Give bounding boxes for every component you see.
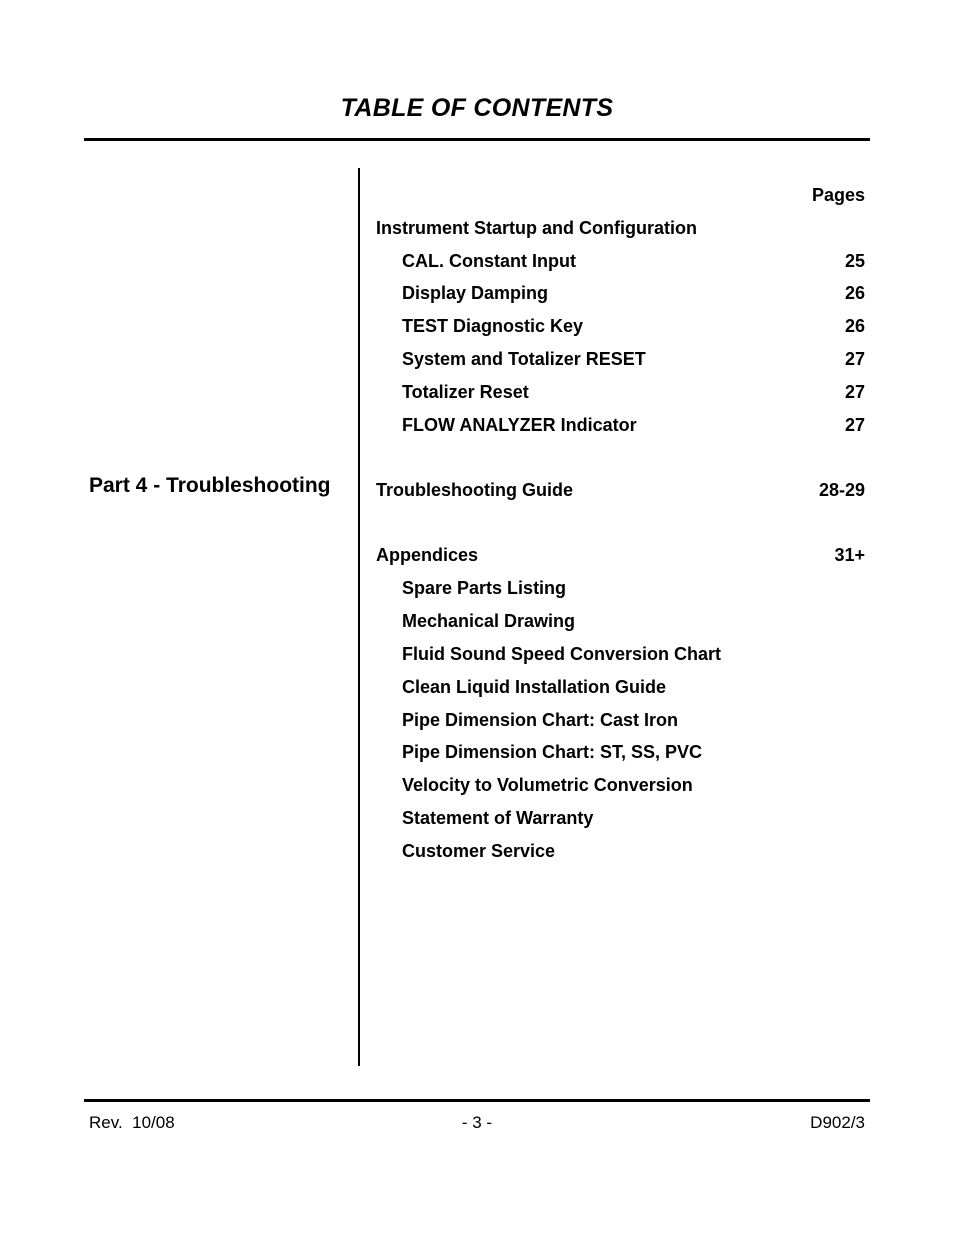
toc-entry[interactable] bbox=[376, 314, 865, 338]
toc-entry[interactable] bbox=[376, 609, 865, 633]
toc-entry[interactable] bbox=[376, 380, 865, 404]
toc-entry[interactable] bbox=[376, 839, 865, 863]
footer-revision: Rev. 10/08 bbox=[89, 1113, 175, 1132]
toc-entry[interactable] bbox=[376, 281, 865, 305]
column-divider bbox=[358, 168, 360, 1066]
toc-entry-label: Spare Parts Listing bbox=[402, 578, 567, 598]
bottom-rule bbox=[84, 1099, 870, 1102]
toc-entry[interactable] bbox=[376, 478, 865, 502]
toc-entry-label: CAL. Constant Input bbox=[402, 251, 576, 271]
toc-entry-label: FLOW ANALYZER Indicator bbox=[402, 415, 637, 435]
toc-entry-label: Fluid Sound Speed Conversion Chart bbox=[402, 644, 722, 664]
toc-entry-page: 27 bbox=[844, 415, 865, 435]
toc-entry-label: System and Totalizer RESET bbox=[402, 349, 646, 369]
toc-entry[interactable] bbox=[376, 543, 865, 567]
page-title: TABLE OF CONTENTS bbox=[340, 94, 614, 122]
toc-entry[interactable] bbox=[376, 708, 865, 732]
toc-entry-label: TEST Diagnostic Key bbox=[402, 316, 584, 336]
toc-entry[interactable] bbox=[376, 249, 865, 273]
toc-entry-label: Velocity to Volumetric Conversion bbox=[402, 775, 693, 795]
footer-page-number: - 3 - bbox=[461, 1113, 493, 1132]
toc-entry-label: Instrument Startup and Configuration bbox=[376, 218, 697, 238]
toc-entry-label: Pipe Dimension Chart: ST, SS, PVC bbox=[402, 742, 703, 762]
toc-entry[interactable] bbox=[376, 413, 865, 437]
toc-entry[interactable] bbox=[376, 642, 865, 666]
footer-document-id: D902/3 bbox=[810, 1113, 865, 1132]
top-rule bbox=[84, 138, 870, 141]
toc-entry-label: Appendices bbox=[376, 545, 479, 565]
toc-entry-page: 26 bbox=[844, 316, 865, 336]
toc-entry-label: Clean Liquid Installation Guide bbox=[402, 677, 667, 697]
toc-entry-page: 26 bbox=[844, 283, 865, 303]
toc-entry[interactable] bbox=[376, 675, 865, 699]
toc-entry-label: Customer Service bbox=[402, 841, 556, 861]
toc-entry-page: 28-29 bbox=[818, 480, 865, 500]
toc-entry[interactable] bbox=[376, 576, 865, 600]
toc-entry[interactable] bbox=[376, 773, 865, 797]
toc-entry-label: Pipe Dimension Chart: Cast Iron bbox=[402, 710, 679, 730]
toc-entry-label: Mechanical Drawing bbox=[402, 611, 576, 631]
section-heading-part-4: Part 4 - Troubleshooting bbox=[89, 474, 331, 497]
toc-entry-label: Display Damping bbox=[402, 283, 549, 303]
toc-entry[interactable] bbox=[376, 740, 865, 764]
toc-entry[interactable] bbox=[376, 347, 865, 371]
pages-column-header: Pages bbox=[811, 185, 865, 205]
toc-entry-page: 27 bbox=[844, 382, 865, 402]
toc-entry-label: Troubleshooting Guide bbox=[376, 480, 573, 500]
toc-entry-label: Totalizer Reset bbox=[402, 382, 529, 402]
toc-entry[interactable] bbox=[376, 216, 865, 240]
toc-entry-page: 25 bbox=[844, 251, 865, 271]
toc-entry-label: Statement of Warranty bbox=[402, 808, 594, 828]
toc-entry-page: 27 bbox=[844, 349, 865, 369]
toc-entry[interactable] bbox=[376, 806, 865, 830]
toc-entry-page: 31+ bbox=[834, 545, 865, 565]
